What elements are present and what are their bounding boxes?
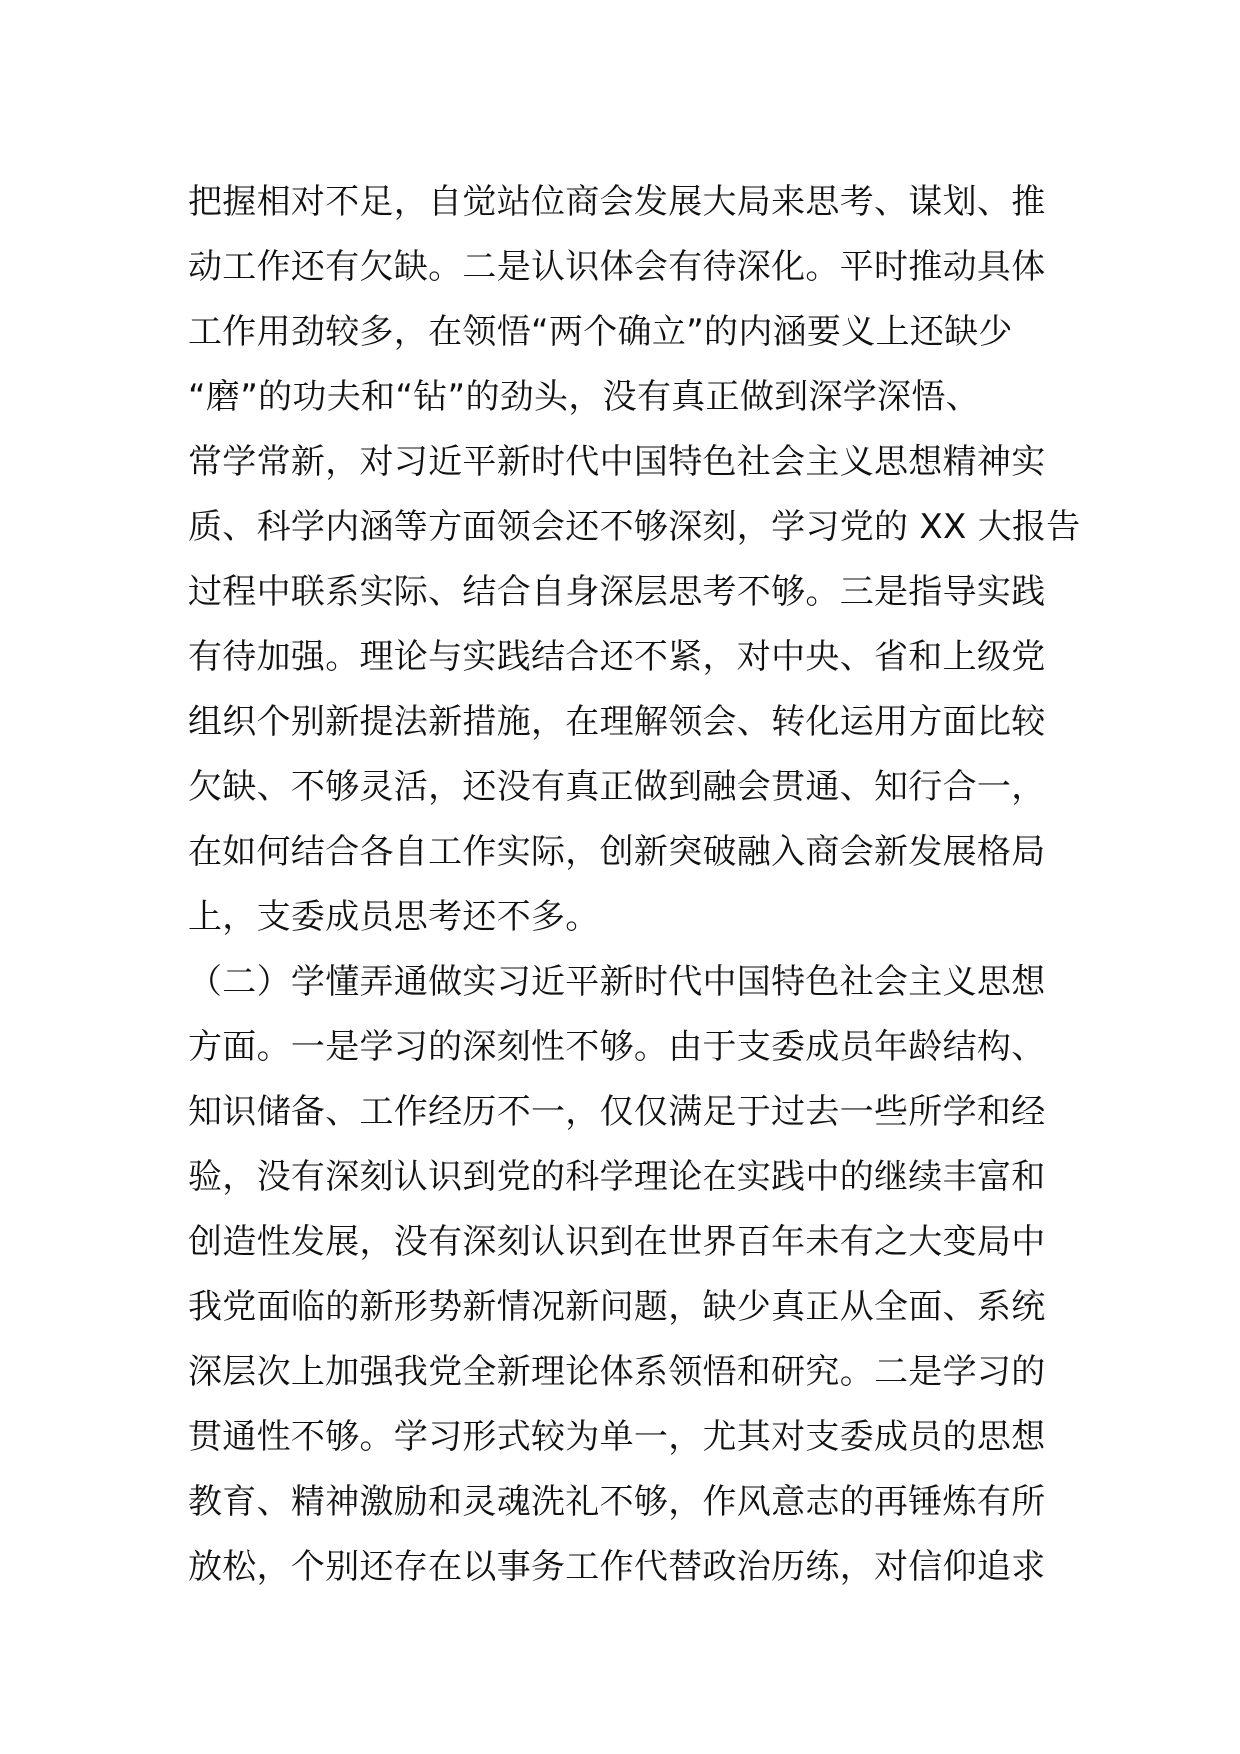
text-line: 有待加强。理论与实践结合还不紧，对中央、省和上级党	[188, 637, 1046, 677]
section-heading-line: （二）学懂弄通做实习近平新时代中国特色社会主义思想	[188, 962, 1046, 1002]
text-line: 上，支委成员思考还不多。	[188, 897, 600, 937]
text-line: 深层次上加强我党全新理论体系领悟和研究。二是学习的	[188, 1352, 1046, 1392]
text-line: 教育、精神激励和灵魂洗礼不够，作风意志的再锤炼有所	[188, 1482, 1046, 1522]
text-line: 欠缺、不够灵活，还没有真正做到融会贯通、知行合一，	[188, 767, 1046, 807]
text-line: “磨”的功夫和“钻”的劲头，没有真正做到深学深悟、	[188, 377, 980, 417]
text-line: 在如何结合各自工作实际，创新突破融入商会新发展格局	[188, 832, 1046, 872]
text-line: 工作用劲较多，在领悟“两个确立”的内涵要义上还缺少	[188, 312, 1013, 352]
text-line: 贯通性不够。学习形式较为单一，尤其对支委成员的思想	[188, 1417, 1046, 1457]
text-line: 我党面临的新形势新情况新问题，缺少真正从全面、系统	[188, 1287, 1046, 1327]
text-line: 过程中联系实际、结合自身深层思考不够。三是指导实践	[188, 572, 1046, 612]
text-line: 方面。一是学习的深刻性不够。由于支委成员年龄结构、	[188, 1027, 1046, 1067]
text-line: 质、科学内涵等方面领会还不够深刻，学习党的 XX 大报告	[188, 507, 1081, 547]
text-line: 知识储备、工作经历不一，仅仅满足于过去一些所学和经	[188, 1092, 1046, 1132]
text-line: 组织个别新提法新措施，在理解领会、转化运用方面比较	[188, 702, 1046, 742]
text-line: 验，没有深刻认识到党的科学理论在实践中的继续丰富和	[188, 1157, 1046, 1197]
text-line: 放松，个别还存在以事务工作代替政治历练，对信仰追求	[188, 1547, 1046, 1587]
text-line: 动工作还有欠缺。二是认识体会有待深化。平时推动具体	[188, 247, 1046, 287]
body-text	[188, 170, 1081, 1600]
text-line: 常学常新，对习近平新时代中国特色社会主义思想精神实	[188, 442, 1046, 482]
text-line: 创造性发展，没有深刻认识到在世界百年未有之大变局中	[188, 1222, 1046, 1262]
text-line: 把握相对不足，自觉站位商会发展大局来思考、谋划、推	[188, 182, 1046, 222]
